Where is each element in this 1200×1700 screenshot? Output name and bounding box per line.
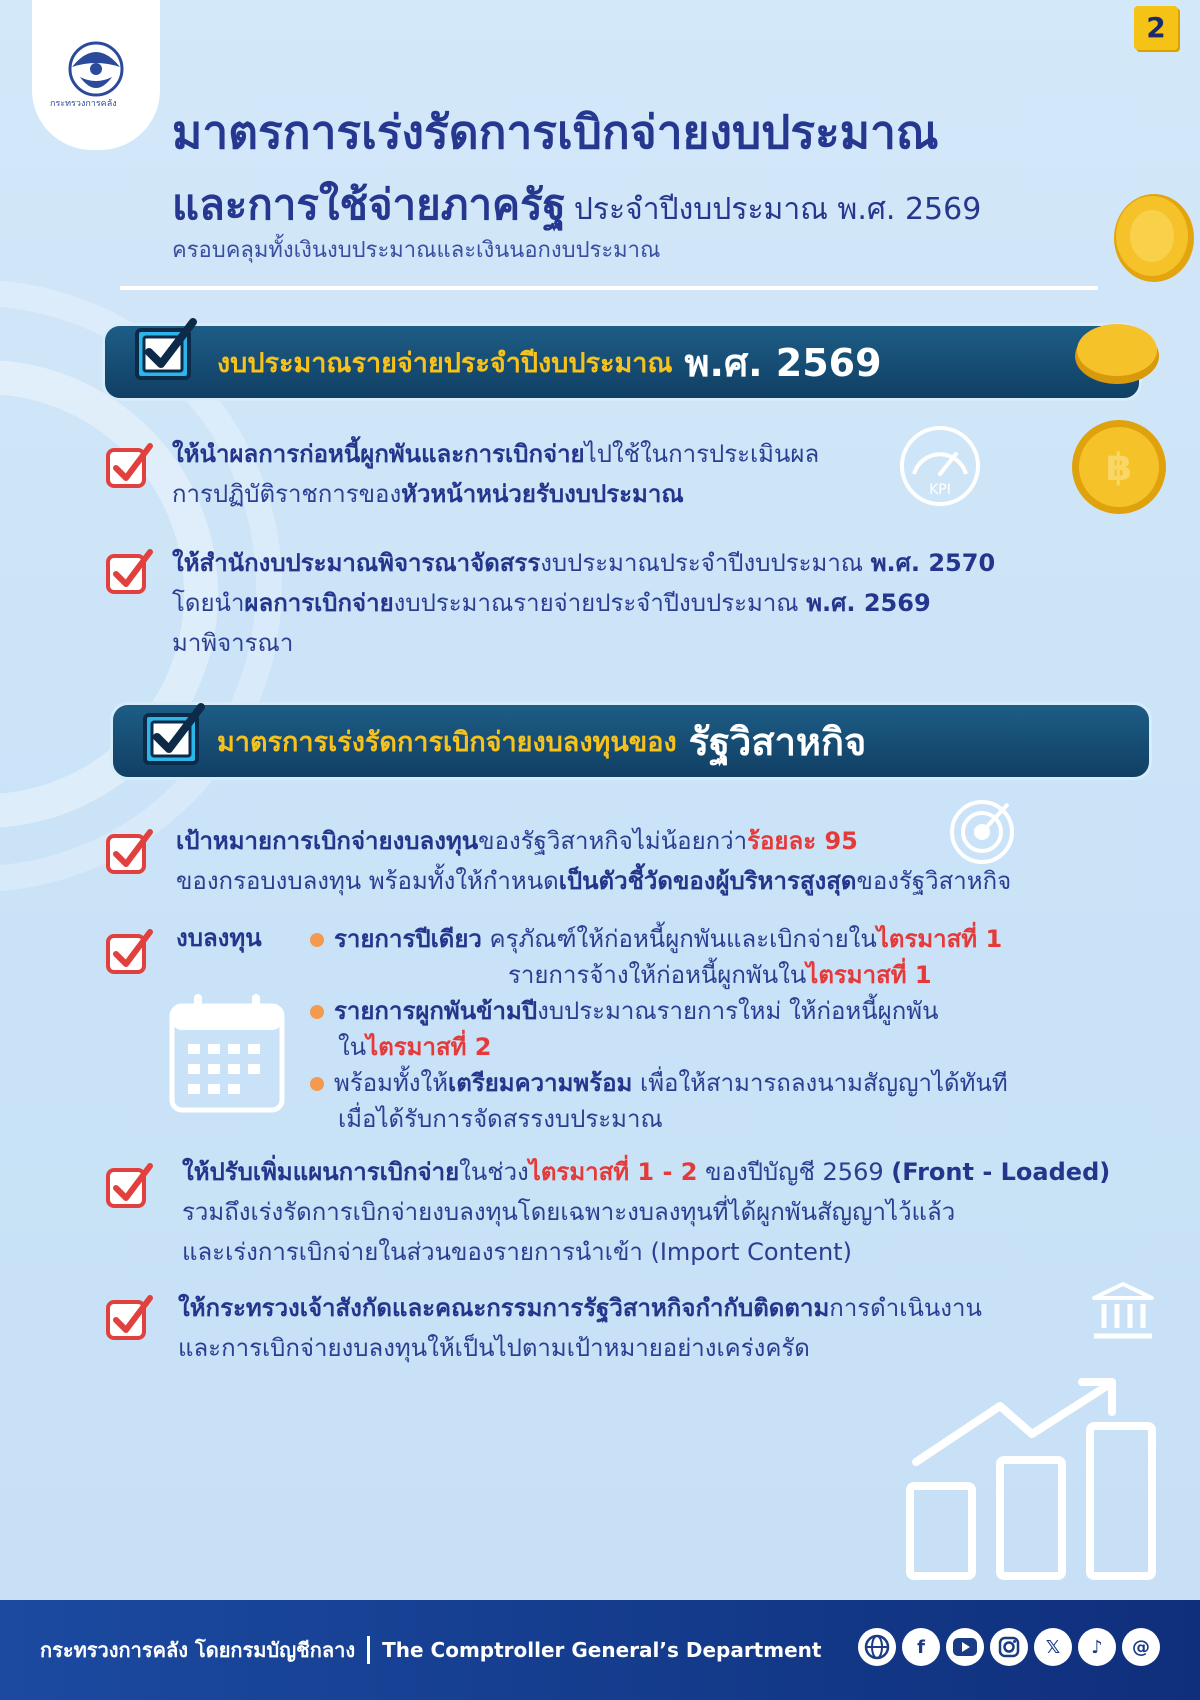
x-icon[interactable]: 𝕏	[1034, 1628, 1072, 1666]
item-text: โดยนำ	[172, 589, 245, 617]
section1-item-2	[172, 543, 1132, 663]
section2-item-3	[182, 1152, 1192, 1272]
item-bold: หัวหน้าหน่วยรับงบประมาณ	[401, 480, 684, 508]
item-text: ในช่วง	[459, 1158, 529, 1186]
item-text: ของปีบัญชี 2569	[705, 1158, 884, 1186]
tiktok-icon[interactable]: ♪	[1078, 1628, 1116, 1666]
item-bold: งบลงทุน	[176, 924, 262, 952]
item-text: ครุภัณฑ์ให้ก่อหนี้ผูกพันและเบิกจ่ายใน	[489, 925, 877, 953]
red-check-icon	[104, 440, 154, 490]
section2-banner-text	[217, 705, 866, 777]
page-title-line2	[172, 172, 981, 238]
bullet-dot	[310, 933, 324, 947]
facebook-icon[interactable]: f	[902, 1628, 940, 1666]
item-bold: เป้าหมายการเบิกจ่ายงบลงทุน	[176, 827, 479, 855]
item-bold: ให้นำผลการก่อหนี้ผูกพันและการเบิกจ่าย	[172, 440, 585, 468]
item-year: พ.ศ. 2569	[806, 589, 931, 617]
item-bold: ให้กระทรวงเจ้าสังกัดและคณะกรรมการรัฐวิสาหกิจกำกับติดตาม	[178, 1294, 830, 1322]
bullet-dot	[310, 1005, 324, 1019]
section1-banner-text	[217, 326, 882, 398]
item-text: ใน	[338, 1033, 367, 1061]
item-text: งบประมาณรายการใหม่ ให้ก่อหนี้ผูกพัน	[537, 997, 939, 1025]
instagram-icon[interactable]	[990, 1628, 1028, 1666]
item-bold: (Front - Loaded)	[891, 1158, 1111, 1186]
section2-item-1	[176, 821, 1176, 901]
item-text: ไปใช้ในการประเมินผล	[584, 440, 820, 468]
svg-text:฿: ฿	[1105, 445, 1133, 489]
globe-icon[interactable]	[858, 1628, 896, 1666]
item-text: รวมถึงเร่งรัดการเบิกจ่ายงบลงทุนโดยเฉพาะงบลงทุนที่ได้ผูกพันสัญญาไว้แล้ว	[182, 1198, 956, 1226]
item-bold: รายการผูกพันข้ามปี	[334, 997, 538, 1025]
bullet-dot	[310, 1077, 324, 1091]
item-highlight: ไตรมาสที่ 1 - 2	[528, 1158, 698, 1186]
item-bold: เตรียมความพร้อม	[448, 1069, 633, 1097]
section1-item-1	[172, 434, 892, 514]
item-highlight: ไตรมาสที่ 1	[876, 925, 1003, 953]
red-check-icon	[104, 926, 154, 976]
youtube-icon[interactable]	[946, 1628, 984, 1666]
item-text: งบประมาณรายจ่ายประจำปีงบประมาณ	[393, 589, 799, 617]
item-text: และการเบิกจ่ายงบลงทุนให้เป็นไปตามเป้าหมายอย่างเคร่งครัด	[178, 1334, 810, 1362]
checkbox-icon	[141, 701, 207, 767]
checkbox-icon	[133, 316, 199, 382]
footer-separator	[367, 1636, 370, 1664]
section2-item-2-bullets	[310, 921, 1170, 1137]
item-text: ของรัฐวิสาหกิจไม่น้อยกว่า	[478, 827, 748, 855]
page-title: มาตรการเร่งรัดการเบิกจ่ายงบประมาณ	[172, 105, 939, 159]
item-text: เพื่อให้สามารถลงนามสัญญาได้ทันที	[640, 1069, 1008, 1097]
item-text: งบประมาณประจำปีงบประมาณ	[540, 549, 864, 577]
header-divider	[120, 286, 1098, 290]
page-number-badge: 2	[1134, 6, 1178, 50]
banner-label: มาตรการเร่งรัดการเบิกจ่ายงบลงทุนของ	[217, 726, 677, 758]
item-text: การปฏิบัติราชการของ	[172, 480, 402, 508]
baht-coin-icon	[1070, 418, 1168, 516]
banner-emphasis: รัฐวิสาหกิจ	[688, 719, 867, 764]
item-bold: ให้ปรับเพิ่มแผนการเบิกจ่าย	[182, 1158, 460, 1186]
ministry-logo	[32, 0, 160, 150]
page-subtitle: ครอบคลุมทั้งเงินงบประมาณและเงินนอกงบประมาณ	[172, 238, 661, 263]
banner-label: งบประมาณรายจ่ายประจำปีงบประมาณ	[217, 347, 673, 379]
target-icon	[946, 796, 1018, 868]
item-bold: รายการปีเดียว	[334, 925, 482, 953]
item-year: พ.ศ. 2570	[870, 549, 996, 577]
item-highlight: ร้อยละ 95	[747, 827, 858, 855]
item-text: ของกรอบงบลงทุน พร้อมทั้งให้กำหนด	[176, 867, 559, 895]
item-text: มาพิจารณา	[172, 629, 294, 657]
social-links	[858, 1628, 1160, 1666]
kpi-gauge-icon	[898, 424, 982, 508]
item-highlight: ไตรมาสที่ 2	[366, 1033, 492, 1061]
banner-year: พ.ศ. 2569	[684, 340, 882, 385]
item-text: รายการจ้างให้ก่อหนี้ผูกพันใน	[508, 961, 807, 989]
footer-text	[40, 1600, 821, 1700]
red-check-icon	[104, 826, 154, 876]
title-year-part: ประจำปีงบประมาณ พ.ศ. 2569	[573, 192, 982, 227]
threads-icon[interactable]: @	[1122, 1628, 1160, 1666]
gold-coin-icon	[1108, 190, 1198, 285]
title-bold-part: และการใช้จ่ายภาครัฐ	[172, 180, 566, 229]
item-text: ของรัฐวิสาหกิจ	[856, 867, 1012, 895]
growth-chart-icon	[904, 1378, 1160, 1582]
item-text: และเร่งการเบิกจ่ายในส่วนของรายการนำเข้า (Import Content)	[182, 1238, 852, 1266]
footer-org-thai: กระทรวงการคลัง โดยกรมบัญชีกลาง	[40, 1638, 356, 1662]
footer	[0, 1600, 1200, 1700]
item-bold: ผลการเบิกจ่าย	[244, 589, 394, 617]
item-highlight: ไตรมาสที่ 1	[806, 961, 932, 989]
section2-banner	[110, 702, 1152, 780]
government-building-icon	[1090, 1280, 1156, 1342]
item-text: พร้อมทั้งให้	[334, 1069, 449, 1097]
section1-banner	[102, 323, 1142, 401]
red-check-icon	[104, 1292, 154, 1342]
kpi-label: KPI	[929, 482, 951, 498]
section2-item-2-label	[176, 918, 262, 958]
calendar-icon	[166, 992, 292, 1118]
gold-coin-icon	[1072, 318, 1162, 388]
item-text: เมื่อได้รับการจัดสรรงบประมาณ	[338, 1105, 663, 1133]
item-bold: เป็นตัวชี้วัดของผู้บริหารสูงสุด	[558, 867, 857, 895]
logo-caption: กระทรวงการคลัง	[50, 99, 117, 109]
red-check-icon	[104, 546, 154, 596]
item-bold: ให้สำนักงบประมาณพิจารณาจัดสรร	[172, 549, 541, 577]
footer-org-english: The Comptroller General’s Department	[382, 1638, 822, 1662]
section2-item-4	[178, 1288, 1098, 1368]
red-check-icon	[104, 1160, 154, 1210]
item-text: การดำเนินงาน	[829, 1294, 982, 1322]
